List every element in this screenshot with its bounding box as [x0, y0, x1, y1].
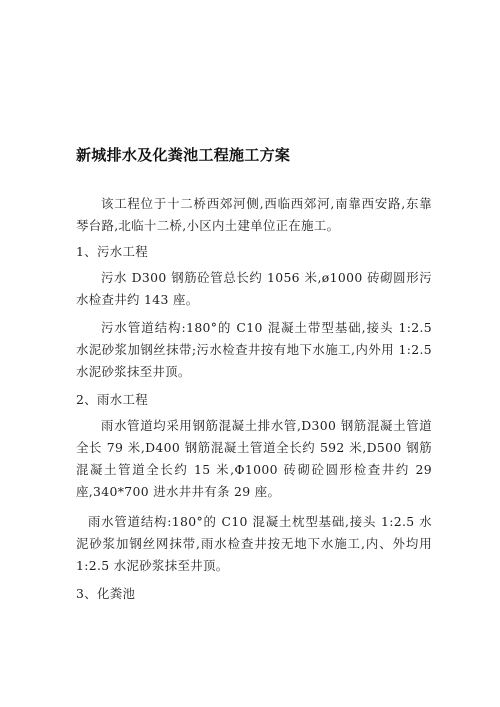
section-heading-sewage: 1、污水工程: [76, 244, 148, 259]
sewage-paragraph-1: 污水 D300 钢筋砼管总长约 1056 米,ø1000 砖砌圆形污水检查井约 143 座。: [76, 270, 432, 307]
document-title: 新城排水及化粪池工程施工方案: [76, 146, 291, 164]
sewage-paragraph-2: 污水管道结构:180°的 C10 混凝土带型基础,接头 1:2.5 水泥砂浆加钢丝抹带;污水检查井按有地下水施工,内外用 1:2.5 水泥砂浆抹至井顶。: [76, 320, 432, 379]
rainwater-paragraph-2: 雨水管道结构:180°的 C10 混凝土枕型基础,接头 1:2.5 水泥砂浆加钢丝网抹带,雨水检查井按无地下水施工,内、外均用 1:2.5 水泥砂浆抹至井顶。: [76, 514, 432, 573]
section-heading-septic-tank: 3、化粪池: [76, 586, 136, 601]
section-heading-rainwater: 2、雨水工程: [76, 392, 148, 407]
intro-paragraph: 该工程位于十二桥西郊河侧,西临西郊河,南靠西安路,东靠琴台路,北临十二桥,小区内土建单位正在施工。: [76, 196, 432, 233]
document-body: [76, 193, 432, 605]
rainwater-paragraph-1: 雨水管道均采用钢筋混凝土排水管,D300 钢筋混凝土管道全长 79 米,D400 钢筋混凝土管道全长约 592 米,D500 钢筋混凝土管道全长约 15 米,Φ1000 砖砌砼圆形检查井约 29 座,340*700 进水井井有条 29 座。: [76, 418, 432, 499]
